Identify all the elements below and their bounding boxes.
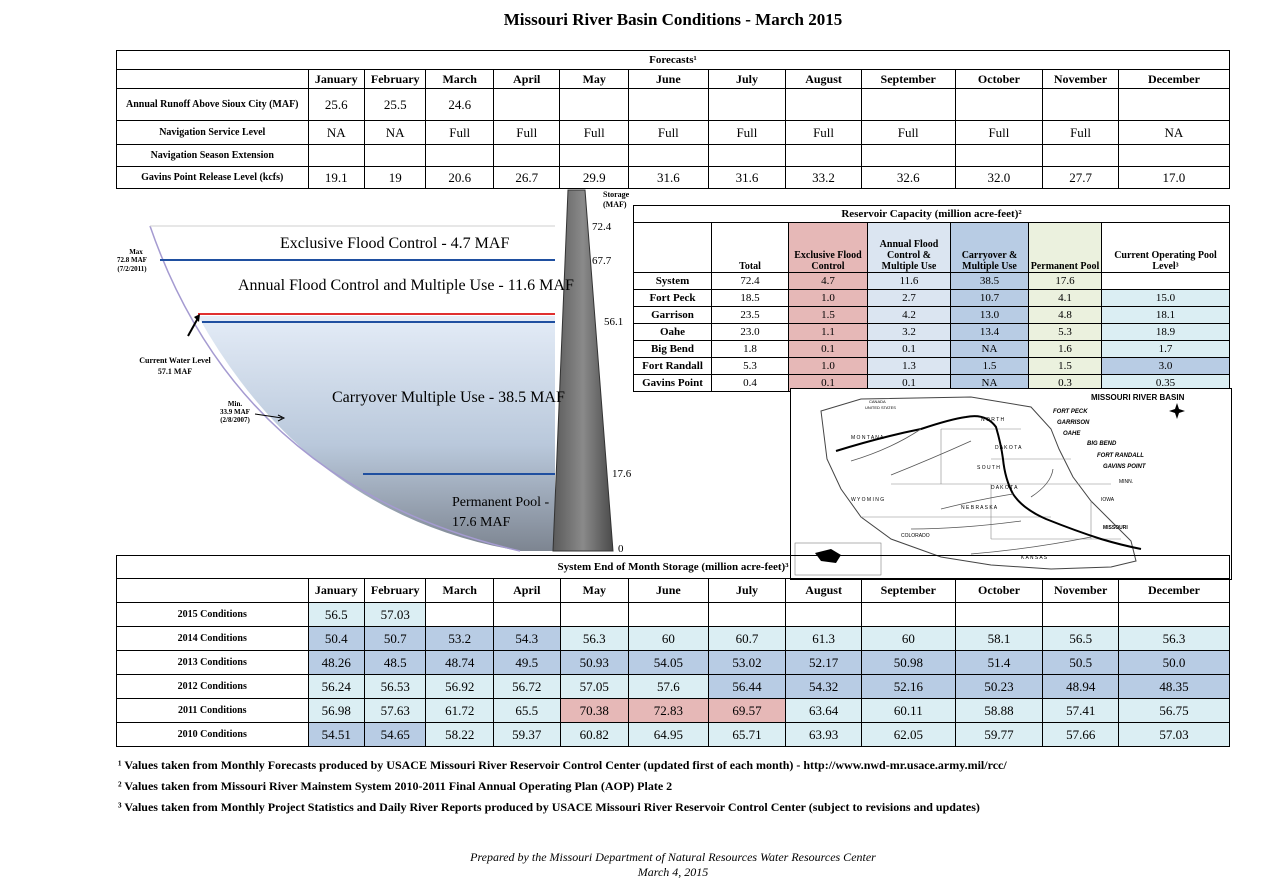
storage-cell: 56.3	[1118, 627, 1229, 651]
map-label-north: N O R T H	[981, 417, 1005, 423]
footnote-1: ¹ Values taken from Monthly Forecasts produced by USACE Missouri River Reservoir Control Center (updated first of each month) - http://www.nwd-mr.usace.army.mil/rcc/	[118, 758, 1007, 772]
storage-cell: 56.53	[364, 675, 425, 699]
capacity-cell: 0.4	[712, 375, 789, 392]
forecast-cell	[861, 89, 955, 121]
storage-cell: 59.37	[494, 723, 561, 747]
storage-cell: 51.4	[955, 651, 1043, 675]
storage-cell: 48.35	[1118, 675, 1229, 699]
capacity-header-row	[634, 223, 1230, 273]
month-header: August	[786, 579, 862, 603]
storage-cell: 60.11	[861, 699, 955, 723]
storage-row	[117, 699, 1230, 723]
storage-cell: 63.64	[786, 699, 862, 723]
capacity-cell: 18.9	[1102, 324, 1230, 341]
storage-month-header-row	[117, 579, 1230, 603]
exclusive-zone-label: Exclusive Flood Control - 4.7 MAF	[280, 235, 510, 252]
capacity-header-total: Total	[712, 223, 789, 273]
month-header: December	[1118, 70, 1229, 89]
max-level-value: 72.8 MAF	[117, 256, 147, 264]
forecast-cell: NA	[364, 121, 425, 145]
month-header: April	[494, 579, 561, 603]
month-header: December	[1118, 579, 1229, 603]
storage-cell: 65.71	[708, 723, 786, 747]
storage-cell: 50.23	[955, 675, 1043, 699]
month-header: October	[955, 579, 1043, 603]
missouri-river-basin-map	[790, 388, 1232, 580]
map-label-dakota1: D A K O T A	[995, 445, 1022, 451]
capacity-cell: 1.1	[789, 324, 868, 341]
storage-cell: 65.5	[494, 699, 561, 723]
map-label-wyoming: W Y O M I N G	[851, 497, 885, 503]
capacity-row	[634, 324, 1230, 341]
forecast-cell: Full	[560, 121, 629, 145]
month-header: February	[364, 70, 425, 89]
storage-cell: 50.93	[560, 651, 629, 675]
storage-cell: 63.93	[786, 723, 862, 747]
forecast-row-label: Annual Runoff Above Sioux City (MAF)	[117, 89, 309, 121]
storage-row-label: 2013 Conditions	[117, 651, 309, 675]
capacity-cell: 1.0	[789, 358, 868, 375]
storage-cell: 60	[861, 627, 955, 651]
map-label-kansas: K A N S A S	[1021, 555, 1048, 561]
map-label-minn: MINN.	[1119, 479, 1134, 485]
capacity-cell: 0.3	[1029, 375, 1102, 392]
forecast-cell	[786, 145, 862, 167]
forecast-row	[117, 121, 1230, 145]
forecasts-caption-row	[117, 51, 1230, 70]
storage-row-label: 2014 Conditions	[117, 627, 309, 651]
forecast-cell	[364, 145, 425, 167]
permanent-zone-label: Permanent Pool -	[452, 495, 550, 510]
forecast-cell	[426, 145, 494, 167]
storage-cell: 58.88	[955, 699, 1043, 723]
forecast-cell: Full	[786, 121, 862, 145]
forecast-row	[117, 145, 1230, 167]
capacity-cell	[1102, 273, 1230, 290]
month-header: September	[861, 579, 955, 603]
storage-cell: 57.03	[364, 603, 425, 627]
min-level-value: 33.9 MAF	[220, 408, 250, 416]
forecast-cell	[1118, 89, 1229, 121]
forecast-cell	[1043, 89, 1119, 121]
forecast-cell	[708, 89, 786, 121]
month-header: May	[560, 70, 629, 89]
storage-cell: 54.3	[494, 627, 561, 651]
storage-cell: 48.74	[426, 651, 494, 675]
forecast-cell	[493, 89, 560, 121]
capacity-cell: 0.1	[868, 375, 951, 392]
forecast-cell: 31.6	[708, 167, 786, 189]
capacity-header-annual: Annual Flood Control & Multiple Use	[868, 223, 951, 273]
capacity-row-label: Big Bend	[634, 341, 712, 358]
forecast-cell	[629, 145, 709, 167]
capacity-cell: 38.5	[951, 273, 1029, 290]
month-header: September	[861, 70, 955, 89]
storage-cell: 56.5	[308, 603, 364, 627]
capacity-cell: NA	[951, 341, 1029, 358]
storage-tick-56: 56.1	[604, 316, 624, 328]
forecast-cell: NA	[1118, 121, 1229, 145]
capacity-header-carryover: Carryover & Multiple Use	[951, 223, 1029, 273]
month-header: January	[308, 70, 364, 89]
storage-cell: 57.66	[1043, 723, 1119, 747]
forecast-cell	[955, 89, 1043, 121]
forecast-cell: Full	[861, 121, 955, 145]
capacity-header-permanent: Permanent Pool	[1029, 223, 1102, 273]
storage-row-label: 2010 Conditions	[117, 723, 309, 747]
reservoir-capacity-table	[633, 205, 1230, 392]
storage-cell: 56.72	[494, 675, 561, 699]
footer-prepared-by: Prepared by the Missouri Department of Natural Resources Water Resources Center	[470, 850, 876, 864]
storage-cell: 52.16	[861, 675, 955, 699]
storage-cell: 56.98	[308, 699, 364, 723]
capacity-row	[634, 341, 1230, 358]
storage-row	[117, 603, 1230, 627]
capacity-cell: 4.8	[1029, 307, 1102, 324]
capacity-cell: 3.2	[868, 324, 951, 341]
storage-cell: 48.26	[308, 651, 364, 675]
map-label-fort-peck: FORT PECK	[1053, 409, 1088, 415]
forecast-cell: 20.6	[426, 167, 494, 189]
capacity-header-current: Current Operating Pool Level³	[1102, 223, 1230, 273]
capacity-corner	[634, 223, 712, 273]
capacity-row-label: System	[634, 273, 712, 290]
capacity-cell: 17.6	[1029, 273, 1102, 290]
capacity-cell: 1.6	[1029, 341, 1102, 358]
storage-cell: 57.41	[1043, 699, 1119, 723]
forecast-row	[117, 89, 1230, 121]
forecasts-month-header-row	[117, 70, 1230, 89]
capacity-cell: 0.1	[868, 341, 951, 358]
storage-cell: 48.94	[1043, 675, 1119, 699]
month-header: July	[708, 70, 786, 89]
map-label-gavins-point: GAVINS POINT	[1103, 464, 1146, 470]
forecast-cell	[708, 145, 786, 167]
system-storage-table	[116, 555, 1230, 747]
forecast-cell: 25.6	[308, 89, 364, 121]
storage-caption-row	[117, 556, 1230, 579]
storage-cell: 59.77	[955, 723, 1043, 747]
capacity-cell: 1.3	[868, 358, 951, 375]
capacity-cell: 1.0	[789, 290, 868, 307]
forecast-cell: 25.5	[364, 89, 425, 121]
storage-cell: 48.5	[364, 651, 425, 675]
dam	[553, 190, 613, 551]
storage-tick-72: 72.4	[592, 221, 612, 233]
storage-cell	[1118, 603, 1229, 627]
capacity-cell: 18.5	[712, 290, 789, 307]
storage-cell: 50.0	[1118, 651, 1229, 675]
storage-cell: 56.24	[308, 675, 364, 699]
forecast-cell: 19	[364, 167, 425, 189]
storage-row-label: 2015 Conditions	[117, 603, 309, 627]
forecast-cell: Full	[426, 121, 494, 145]
forecasts-corner	[117, 70, 309, 89]
capacity-cell: 23.5	[712, 307, 789, 324]
storage-cell: 54.32	[786, 675, 862, 699]
capacity-cell: 3.0	[1102, 358, 1230, 375]
forecast-cell: 33.2	[786, 167, 862, 189]
month-header: March	[426, 70, 494, 89]
capacity-cell: 1.5	[1029, 358, 1102, 375]
map-label-dakota2: D A K O T A	[991, 485, 1018, 491]
storage-cell: 56.3	[560, 627, 629, 651]
forecast-cell	[560, 89, 629, 121]
max-level-label: Max	[129, 248, 143, 256]
capacity-cell: 72.4	[712, 273, 789, 290]
storage-cell: 64.95	[629, 723, 709, 747]
storage-cell: 56.75	[1118, 699, 1229, 723]
month-header: November	[1043, 70, 1119, 89]
capacity-cell: 15.0	[1102, 290, 1230, 307]
storage-cell: 61.3	[786, 627, 862, 651]
map-label-iowa: IOWA	[1101, 497, 1115, 503]
storage-row	[117, 675, 1230, 699]
capacity-cell: 13.0	[951, 307, 1029, 324]
month-header: June	[629, 579, 709, 603]
forecast-cell: Full	[955, 121, 1043, 145]
forecast-cell: Full	[1043, 121, 1119, 145]
storage-cell	[560, 603, 629, 627]
storage-cell: 50.7	[364, 627, 425, 651]
capacity-row	[634, 358, 1230, 375]
capacity-row	[634, 307, 1230, 324]
footer-date: March 4, 2015	[637, 865, 709, 879]
capacity-caption: Reservoir Capacity (million acre-feet)²	[634, 206, 1230, 223]
storage-cell: 62.05	[861, 723, 955, 747]
capacity-cell: 13.4	[951, 324, 1029, 341]
capacity-cell: 0.1	[789, 341, 868, 358]
forecasts-table	[116, 50, 1230, 189]
month-header: August	[786, 70, 862, 89]
storage-tick-67: 67.7	[592, 255, 612, 267]
storage-cell: 56.44	[708, 675, 786, 699]
footnote-3: ³ Values taken from Monthly Project Statistics and Daily River Reports produced by USACE Missouri River Reservoir Control Center (subject to revisions and updates)	[118, 800, 980, 814]
storage-corner	[117, 579, 309, 603]
forecast-cell: Full	[493, 121, 560, 145]
forecast-cell	[629, 89, 709, 121]
forecast-cell: 17.0	[1118, 167, 1229, 189]
footnote-2: ² Values taken from Missouri River Mainstem System 2010-2011 Final Annual Operating Plan (AOP) Plate 2	[118, 779, 673, 793]
storage-cell: 57.6	[629, 675, 709, 699]
capacity-row-label: Gavins Point	[634, 375, 712, 392]
forecast-cell: 29.9	[560, 167, 629, 189]
min-level-date: (2/8/2007)	[220, 416, 250, 424]
forecast-cell: 27.7	[1043, 167, 1119, 189]
capacity-cell: 5.3	[712, 358, 789, 375]
capacity-row	[634, 273, 1230, 290]
storage-cell	[861, 603, 955, 627]
storage-caption: System End of Month Storage (million acre-feet)³	[117, 556, 1230, 579]
storage-cell: 49.5	[494, 651, 561, 675]
min-level-label: Min.	[227, 400, 243, 408]
capacity-caption-row	[634, 206, 1230, 223]
forecast-cell: 31.6	[629, 167, 709, 189]
month-header: April	[493, 70, 560, 89]
capacity-cell: 11.6	[868, 273, 951, 290]
map-label-montana: M O N T A N A	[851, 435, 884, 441]
forecast-cell: Full	[629, 121, 709, 145]
map-label-colorado: COLORADO	[901, 533, 930, 539]
capacity-header-exclusive: Exclusive Flood Control	[789, 223, 868, 273]
permanent-zone-value: 17.6 MAF	[452, 515, 511, 530]
storage-cell: 58.22	[426, 723, 494, 747]
month-header: January	[308, 579, 364, 603]
forecast-cell: 24.6	[426, 89, 494, 121]
storage-cell: 54.65	[364, 723, 425, 747]
capacity-cell: 4.7	[789, 273, 868, 290]
storage-cell: 58.1	[955, 627, 1043, 651]
capacity-cell: 1.5	[951, 358, 1029, 375]
capacity-cell: 0.35	[1102, 375, 1230, 392]
storage-cell: 50.4	[308, 627, 364, 651]
storage-cell: 70.38	[560, 699, 629, 723]
storage-axis-label: Storage (MAF)	[603, 190, 630, 209]
storage-cell: 60	[629, 627, 709, 651]
map-label-nebraska: N E B R A S K A	[961, 505, 998, 511]
current-level-value: 57.1 MAF	[157, 367, 193, 376]
forecast-row-label: Navigation Service Level	[117, 121, 309, 145]
storage-cell: 50.5	[1043, 651, 1119, 675]
storage-tick-17: 17.6	[612, 468, 632, 480]
page-title: Missouri River Basin Conditions - March 2015	[503, 10, 843, 29]
storage-row	[117, 627, 1230, 651]
capacity-cell: 1.7	[1102, 341, 1230, 358]
month-header: May	[560, 579, 629, 603]
storage-tick-0: 0	[618, 543, 624, 555]
storage-cell: 56.92	[426, 675, 494, 699]
storage-cell: 61.72	[426, 699, 494, 723]
forecast-cell: Full	[708, 121, 786, 145]
forecast-cell	[493, 145, 560, 167]
storage-cell: 60.7	[708, 627, 786, 651]
storage-cell	[955, 603, 1043, 627]
storage-row	[117, 651, 1230, 675]
map-label-south: S O U T H	[977, 465, 1000, 471]
forecast-cell	[560, 145, 629, 167]
forecast-cell	[308, 145, 364, 167]
forecasts-caption: Forecasts¹	[117, 51, 1230, 70]
annual-zone-label: Annual Flood Control and Multiple Use - 11.6 MAF	[238, 277, 574, 294]
map-label-garrison: GARRISON	[1057, 420, 1090, 426]
map-label-us: UNITED STATES	[865, 405, 896, 410]
map-label-canada: CANADA	[869, 399, 886, 404]
storage-cell: 57.63	[364, 699, 425, 723]
carryover-zone-label: Carryover Multiple Use - 38.5 MAF	[332, 389, 565, 406]
forecast-cell	[786, 89, 862, 121]
capacity-cell: NA	[951, 375, 1029, 392]
storage-cell: 50.98	[861, 651, 955, 675]
forecast-row-label: Gavins Point Release Level (kcfs)	[117, 167, 309, 189]
capacity-row-label: Oahe	[634, 324, 712, 341]
month-header: June	[629, 70, 709, 89]
storage-cell: 57.03	[1118, 723, 1229, 747]
storage-row-label: 2011 Conditions	[117, 699, 309, 723]
storage-cell: 60.82	[560, 723, 629, 747]
forecast-cell: 26.7	[493, 167, 560, 189]
storage-cell: 53.02	[708, 651, 786, 675]
capacity-cell: 4.1	[1029, 290, 1102, 307]
map-title: MISSOURI RIVER BASIN	[1091, 393, 1185, 402]
capacity-cell: 10.7	[951, 290, 1029, 307]
forecast-row-label: Navigation Season Extension	[117, 145, 309, 167]
month-header: October	[955, 70, 1043, 89]
storage-row	[117, 723, 1230, 747]
storage-cell: 53.2	[426, 627, 494, 651]
storage-cell: 56.5	[1043, 627, 1119, 651]
forecast-cell	[1043, 145, 1119, 167]
month-header: February	[364, 579, 425, 603]
storage-cell	[629, 603, 709, 627]
map-label-fort-randall: FORT RANDALL	[1097, 453, 1144, 459]
month-header: March	[426, 579, 494, 603]
storage-cell	[1043, 603, 1119, 627]
storage-cell: 54.05	[629, 651, 709, 675]
capacity-cell: 0.1	[789, 375, 868, 392]
storage-cell	[426, 603, 494, 627]
capacity-cell: 23.0	[712, 324, 789, 341]
capacity-row-label: Fort Randall	[634, 358, 712, 375]
storage-cell: 72.83	[629, 699, 709, 723]
storage-row-label: 2012 Conditions	[117, 675, 309, 699]
forecast-cell	[955, 145, 1043, 167]
current-level-label: Current Water Level	[139, 356, 211, 365]
storage-cell: 57.05	[560, 675, 629, 699]
storage-cell: 69.57	[708, 699, 786, 723]
map-label-missouri: MISSOURI	[1103, 525, 1128, 531]
month-header: November	[1043, 579, 1119, 603]
forecast-cell: 19.1	[308, 167, 364, 189]
month-header: July	[708, 579, 786, 603]
storage-cell	[786, 603, 862, 627]
capacity-row-label: Fort Peck	[634, 290, 712, 307]
capacity-cell: 1.8	[712, 341, 789, 358]
storage-cell: 54.51	[308, 723, 364, 747]
capacity-row	[634, 290, 1230, 307]
capacity-cell: 5.3	[1029, 324, 1102, 341]
capacity-cell: 18.1	[1102, 307, 1230, 324]
storage-cell	[708, 603, 786, 627]
reservoir-diagram	[110, 186, 640, 556]
storage-cell	[494, 603, 561, 627]
forecast-cell: 32.6	[861, 167, 955, 189]
map-label-oahe: OAHE	[1063, 431, 1081, 437]
map-label-big-bend: BIG BEND	[1087, 441, 1117, 447]
forecast-cell	[1118, 145, 1229, 167]
capacity-cell: 2.7	[868, 290, 951, 307]
capacity-cell: 1.5	[789, 307, 868, 324]
forecast-cell	[861, 145, 955, 167]
capacity-cell: 4.2	[868, 307, 951, 324]
max-level-date: (7/2/2011)	[117, 265, 147, 273]
forecast-cell: 32.0	[955, 167, 1043, 189]
capacity-row-label: Garrison	[634, 307, 712, 324]
storage-cell: 52.17	[786, 651, 862, 675]
forecast-cell: NA	[308, 121, 364, 145]
